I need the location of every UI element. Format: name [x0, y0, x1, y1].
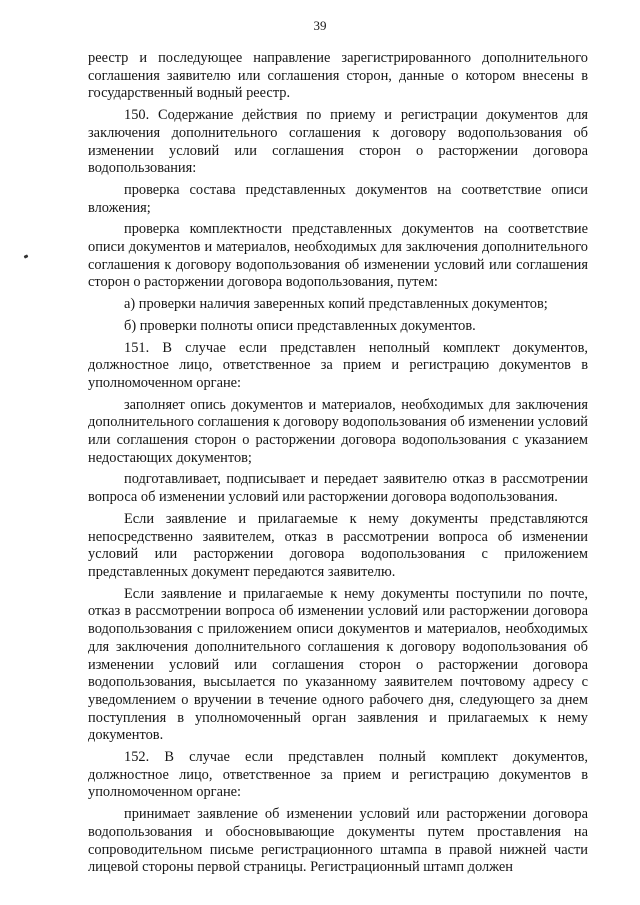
- paragraph-152-accepts: принимает заявление об изменении условий или расторжении договора водопользования и обосновывающие документы путем проставления на сопроводительном письме регистрационного штампа в правой нижней части лицевой стороны первой страницы. Регистрационный штамп должен: [88, 806, 588, 876]
- paragraph-continuation: реестр и последующее направление зарегистрированного дополнительного соглашения заявителю или соглашения сторон, данные о котором внесены в государственный водный реестр.: [88, 50, 588, 102]
- paragraph-151-prepares-refusal: подготавливает, подписывает и передает заявителю отказ в рассмотрении вопроса об изменении условий или расторжении договора водопользования.: [88, 471, 588, 506]
- paragraph-151: 151. В случае если представлен неполный комплект документов, должностное лицо, ответственное за прием и регистрацию документов в уполномоченном органе:: [88, 339, 588, 391]
- page-number: 39: [313, 18, 327, 33]
- scan-ink-mark: [24, 254, 29, 258]
- paragraph-151-mail-submission: Если заявление и прилагаемые к нему документы поступили по почте, отказ в рассмотрении вопроса об изменении условий или расторжении договора водопользования с приложением описи документов и материалов, необходимых для заключения дополнительного соглашения к договору водопользования об изменении условий или соглашения сторон о расторжении договора водопользования, высылается по указанному заявителем почтовому адресу с уведомлением о вручении в течение одного рабочего дня, следующего за днем поступления в уполномоченный орган заявления и прилагаемых к нему документов.: [88, 585, 588, 744]
- paragraph-150-check-completeness: проверка комплектности представленных документов на соответствие описи документов и материалов, необходимых для заключения дополнительного соглашения к договору водопользования об изменении условий или соглашения сторон о расторжении договора водопользования, путем:: [88, 221, 588, 291]
- paragraph-150: 150. Содержание действия по приему и регистрации документов для заключения дополнительного соглашения к договору водопользования об изменении условий или соглашения сторон о расторжении договора водопользования:: [88, 107, 588, 177]
- paragraph-152: 152. В случае если представлен полный комплект документов, должностное лицо, ответственное за прием и регистрацию документов в уполномоченном органе:: [88, 749, 588, 801]
- paragraph-150-check-inventory: проверка состава представленных документов на соответствие описи вложения;: [88, 181, 588, 216]
- paragraph-150-item-a: а) проверки наличия заверенных копий представленных документов;: [124, 296, 548, 313]
- document-body: [88, 50, 588, 881]
- paragraph-151-fills-inventory: заполняет опись документов и материалов, необходимых для заключения дополнительного соглашения к договору водопользования об изменении условий или соглашения сторон о расторжении договора водопользования с указанием недостающих документов;: [88, 396, 588, 466]
- paragraph-150-item-b: б) проверки полноты описи представленных документов.: [124, 317, 476, 334]
- paragraph-151-direct-submission: Если заявление и прилагаемые к нему документы представляются непосредственно заявителем, отказ в рассмотрении вопроса об изменении условий или расторжении договора водопользования с приложением представленных документ передаются заявителю.: [88, 510, 588, 580]
